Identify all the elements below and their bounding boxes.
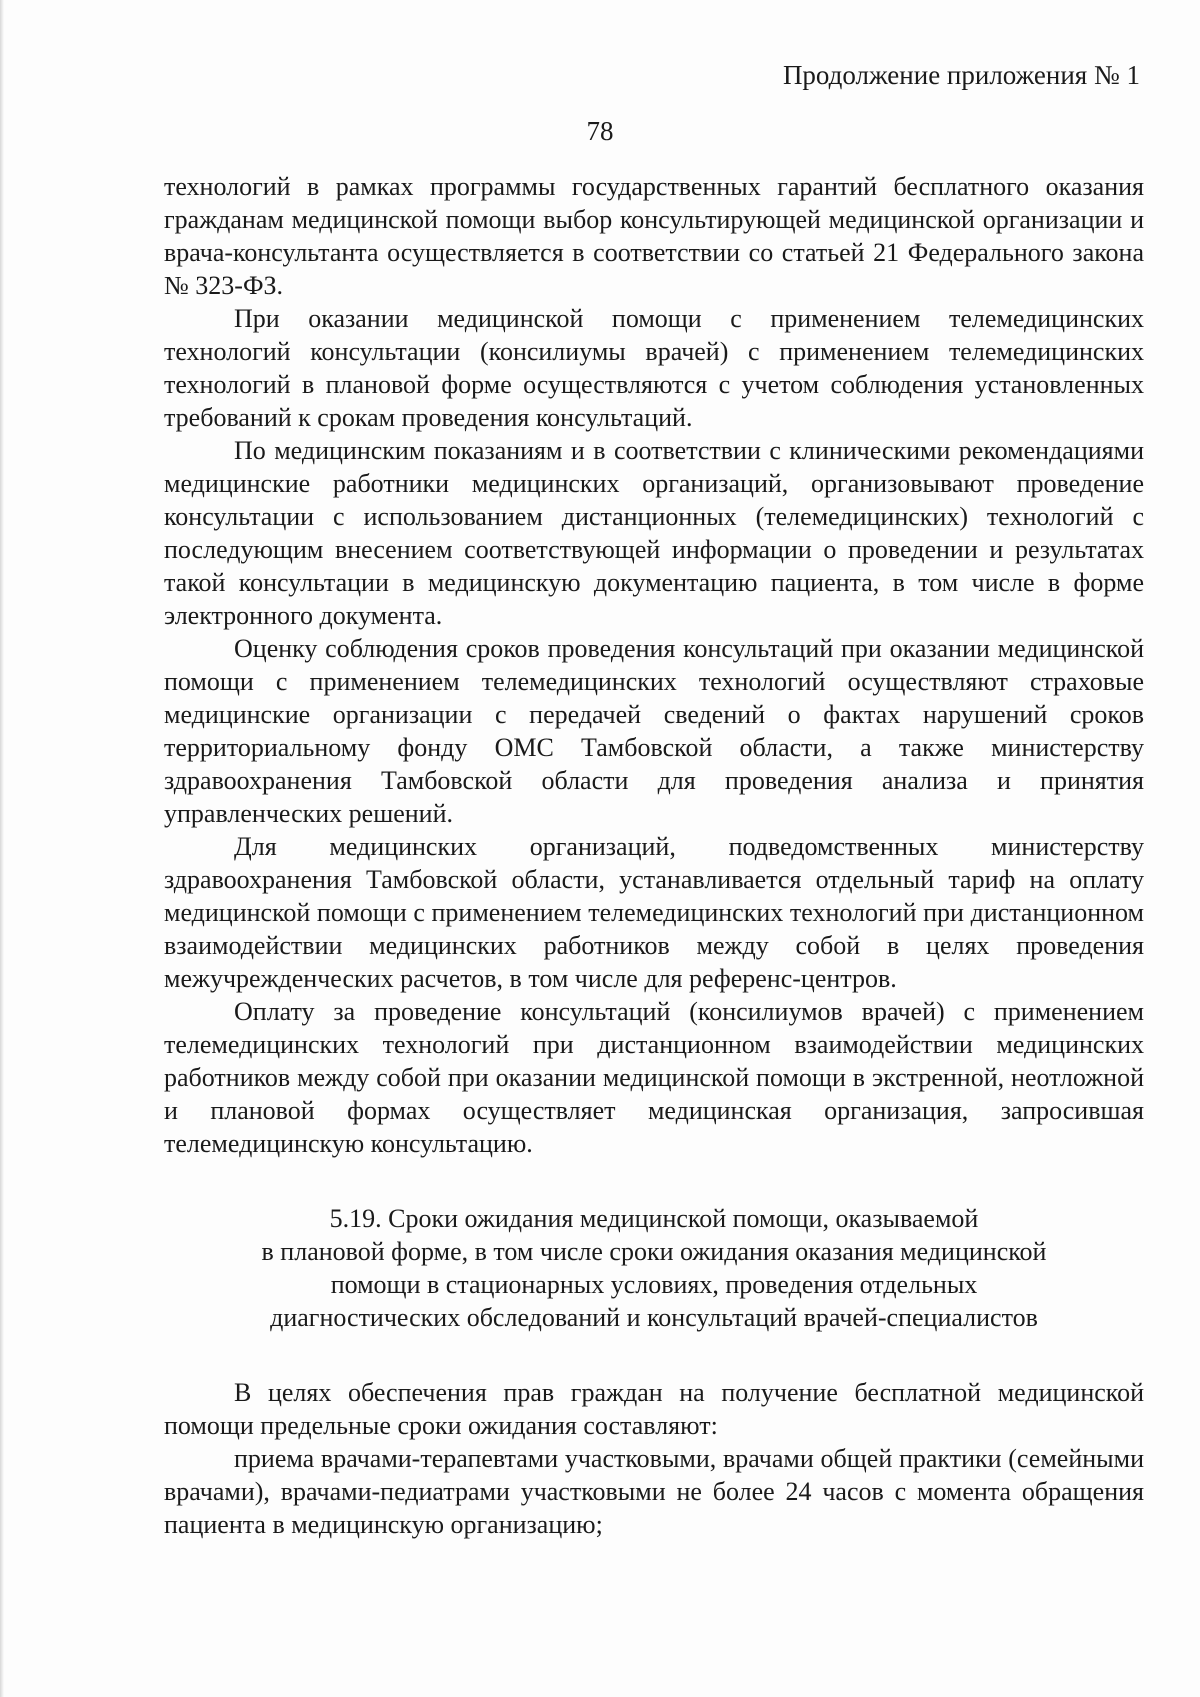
section-paragraph-2: приема врачами-терапевтами участковыми, врачами общей практики (семейными врачами), врачами-педиатрами участковыми не более 24 часов с момента обращения пациента в медицинскую организацию; <box>164 1444 1144 1539</box>
paragraph-1: технологий в рамках программы государственных гарантий бесплатного оказания гражданам медицинской помощи выбор консультирующей медицинской организации и врача-консультанта осуществляется в соответствии со статьей 21 Федерального закона № 323-ФЗ. <box>164 172 1144 300</box>
section-heading-line: помощи в стационарных условиях, проведения отдельных <box>330 1270 978 1299</box>
paragraph-4: Оценку соблюдения сроков проведения консультаций при оказании медицинской помощи с применением телемедицинских технологий осуществляют страховые медицинские организации с передачей сведений о фактах нарушений сроков территориальному фонду ОМС Тамбовской области, а также министерству здравоохранения Тамбовской области для проведения анализа и принятия управленческих решений. <box>164 634 1144 828</box>
paragraph-2: При оказании медицинской помощи с применением телемедицинских технологий консультации (консилиумы врачей) с применением телемедицинских технологий в плановой форме осуществляются с учетом соблюдения установленных требований к срокам проведения консультаций. <box>164 304 1144 432</box>
paragraph-5: Для медицинских организаций, подведомственных министерству здравоохранения Тамбовской области, устанавливается отдельный тариф на оплату медицинской помощи с применением телемедицинских технологий при дистанционном взаимодействии медицинских работников между собой в целях проведения межучрежденческих расчетов, в том числе для референс-центров. <box>164 832 1144 993</box>
page-number: 78 <box>586 116 614 146</box>
section-heading <box>164 1202 1144 1334</box>
document-body <box>164 170 1144 1541</box>
appendix-continuation-note: Продолжение приложения № 1 <box>782 60 1140 90</box>
section-heading-line: в плановой форме, в том числе сроки ожидания оказания медицинской <box>261 1237 1047 1266</box>
section-heading-line: 5.19. Сроки ожидания медицинской помощи, оказываемой <box>329 1204 979 1233</box>
section-heading-line: диагностических обследований и консультаций врачей-специалистов <box>270 1303 1038 1332</box>
paragraph-3: По медицинским показаниям и в соответствии с клиническими рекомендациями медицинские работники медицинских организаций, организовывают проведение консультации с использованием дистанционных (телемедицинских) технологий с последующим внесением соответствующей информации о проведении и результатах такой консультации в медицинскую документацию пациента, в том числе в форме электронного документа. <box>164 436 1144 630</box>
paragraph-6: Оплату за проведение консультаций (консилиумов врачей) с применением телемедицинских технологий при дистанционном взаимодействии медицинских работников между собой при оказании медицинской помощи в экстренной, неотложной и плановой формах осуществляет медицинская организация, запросившая телемедицинскую консультацию. <box>164 997 1144 1158</box>
section-paragraph-1: В целях обеспечения прав граждан на получение бесплатной медицинской помощи предельные сроки ожидания составляют: <box>164 1378 1144 1440</box>
scan-edge-shadow <box>0 0 4 1697</box>
